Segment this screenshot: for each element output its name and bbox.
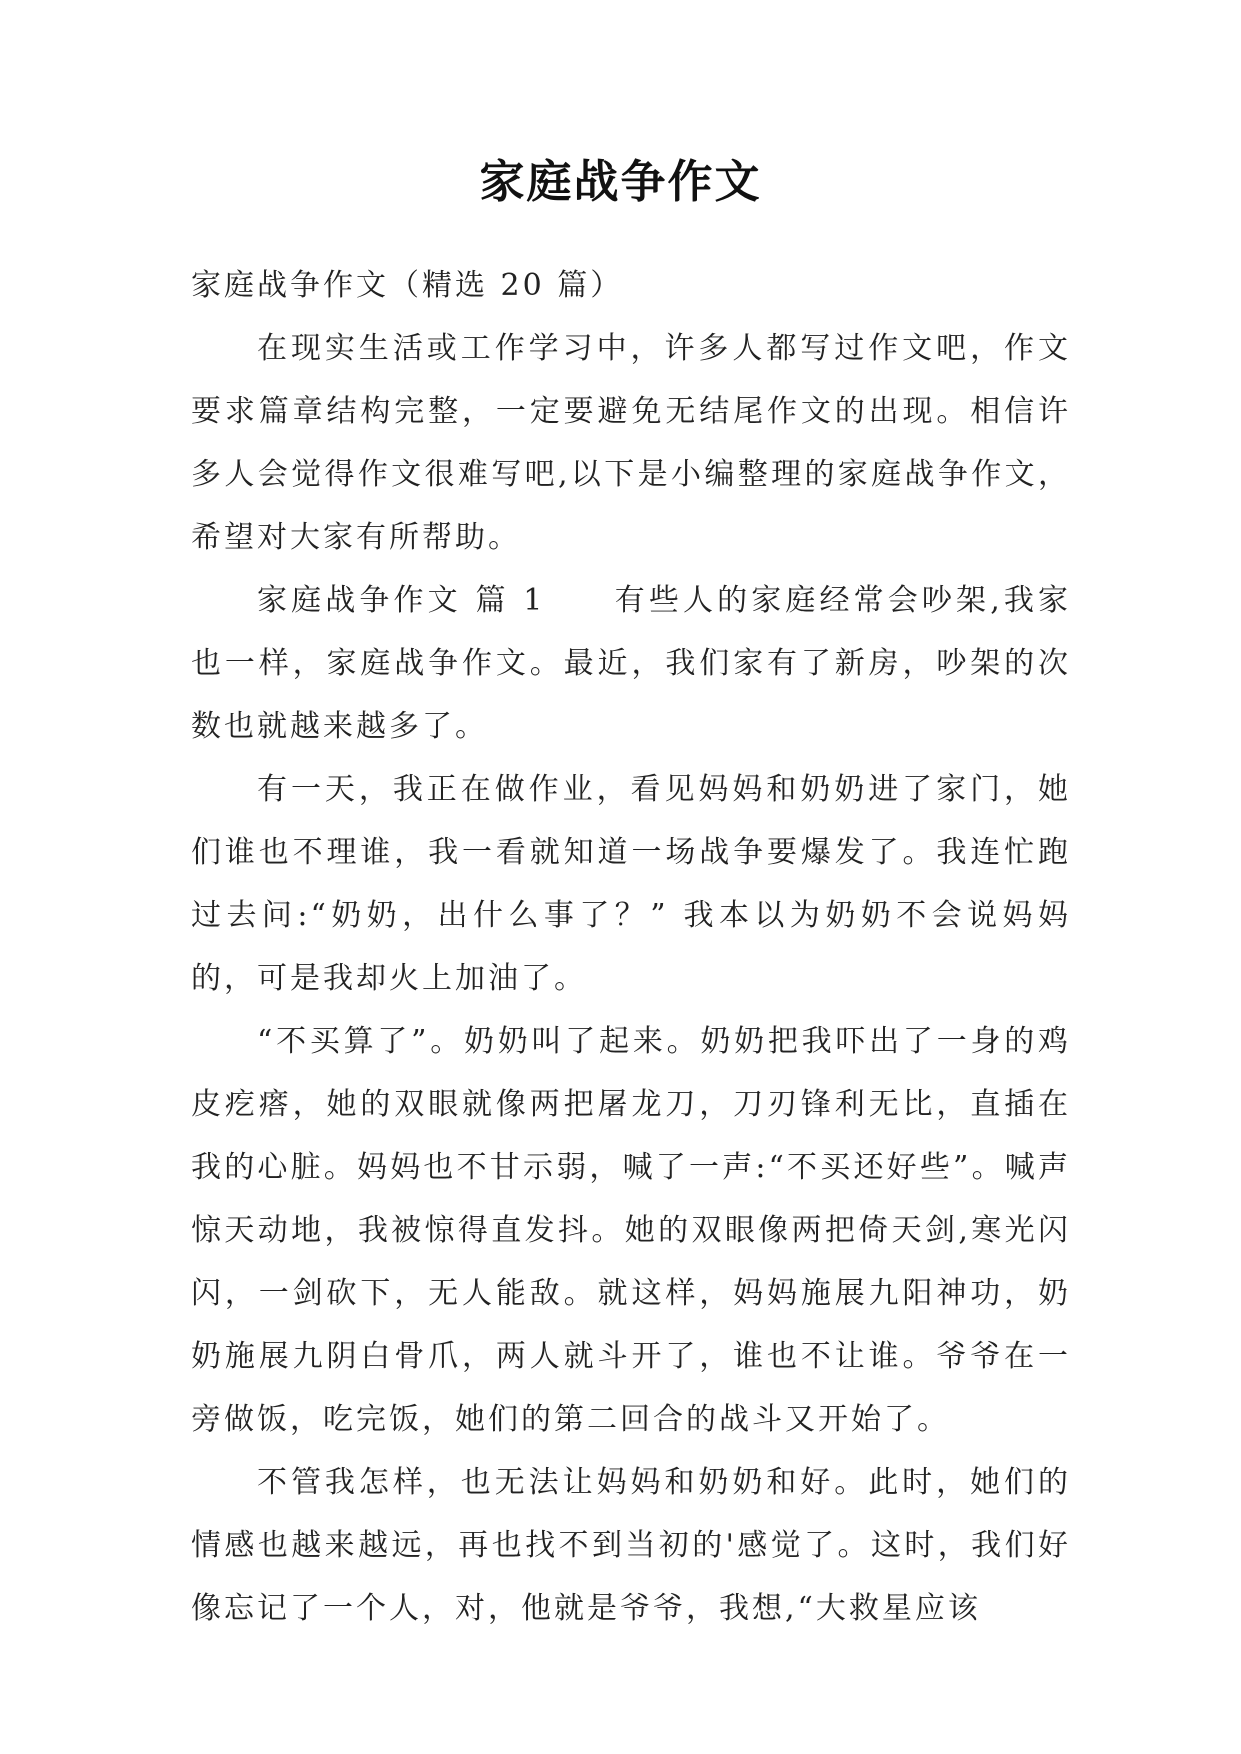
document-title: 家庭战争作文 xyxy=(479,155,762,208)
intro-paragraph: 在现实生活或工作学习中，许多人都写过作文吧，作文要求篇章结构完整，一定要避免无结尾作文的出现。相信许多人会觉得作文很难写吧,以下是小编整理的家庭战争作文，希望对大家有所帮助。 xyxy=(191,331,1071,555)
essay-paragraph: 不管我怎样，也无法让妈妈和奶奶和好。此时，她们的情感也越来越远，再也找不到当初的'感觉了。这时，我们好像忘记了一个人，对，他就是爷爷，我想,“大救星应该 xyxy=(191,1465,1071,1626)
essay-paragraph: 有一天，我正在做作业，看见妈妈和奶奶进了家门，她们谁也不理谁，我一看就知道一场战争要爆发了。我连忙跑过去问:“奶奶，出什么事了？” 我本以为奶奶不会说妈妈的，可是我却火上加油了。 xyxy=(191,772,1071,996)
essay-paragraph: “不买算了”。奶奶叫了起来。奶奶把我吓出了一身的鸡皮疙瘩，她的双眼就像两把屠龙刀，刀刃锋利无比，直插在我的心脏。妈妈也不甘示弱，喊了一声:“不买还好些”。喊声惊天动地，我被惊得直发抖。她的双眼像两把倚天剑,寒光闪闪，一剑砍下，无人能敌。就这样，妈妈施展九阳神功，奶奶施展九阴白骨爪，两人就斗开了，谁也不让谁。爷爷在一旁做饭，吃完饭，她们的第二回合的战斗又开始了。 xyxy=(191,1024,1071,1437)
document-body xyxy=(191,254,1071,1640)
document-subtitle: 家庭战争作文（精选 20 篇） xyxy=(191,268,624,303)
essay-paragraph: 家庭战争作文 篇 1 有些人的家庭经常会吵架,我家也一样，家庭战争作文。最近，我们家有了新房，吵架的次数也就越来越多了。 xyxy=(191,583,1071,744)
